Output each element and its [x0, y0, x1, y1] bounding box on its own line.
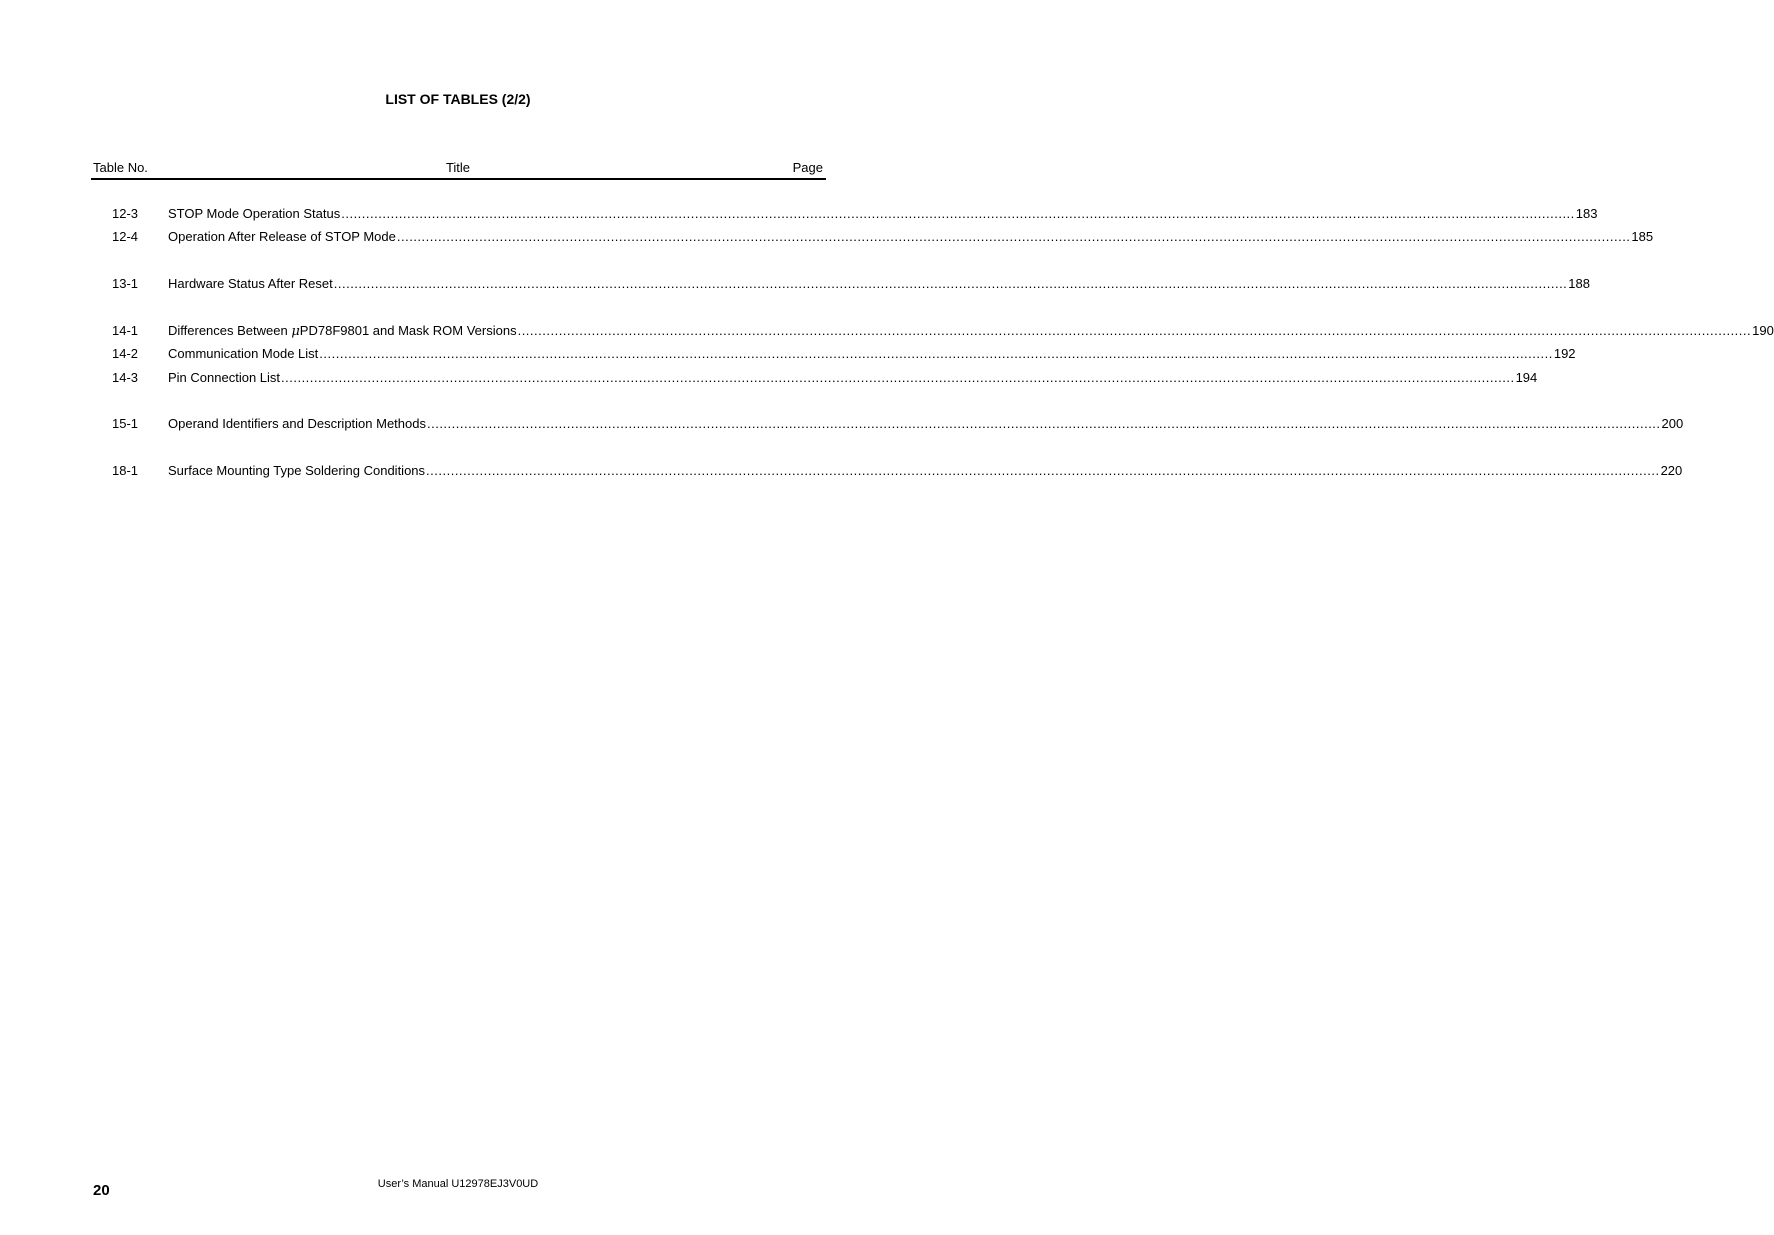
title-prefix: Differences Between	[168, 323, 292, 338]
table-number: 14-1	[112, 323, 139, 338]
dot-leader: ............................................................................................................................................................................................................................................................................................................	[517, 323, 1752, 338]
column-header-title: Title	[445, 160, 471, 175]
column-header-table-no: Table No.	[93, 160, 148, 175]
page-number: 185	[1631, 229, 1654, 244]
title-suffix: PD78F9801 and Mask ROM Versions	[299, 323, 517, 338]
dot-leader: ............................................................................................................................................................................................................................................................................................................	[333, 276, 1568, 291]
table-title: Communication Mode List	[168, 346, 319, 361]
mu-symbol: μ	[291, 324, 300, 339]
table-title: Operation After Release of STOP Mode	[168, 229, 396, 244]
table-title: Operand Identifiers and Description Methods	[168, 416, 426, 431]
table-number: 15-1	[112, 416, 139, 431]
table-title: Hardware Status After Reset	[168, 276, 333, 291]
page-number: 220	[1660, 463, 1683, 478]
toc-entry[interactable]	[0, 369, 1538, 387]
page-number: 183	[1575, 206, 1598, 221]
toc-entry[interactable]	[0, 228, 1654, 246]
table-number: 13-1	[112, 276, 139, 291]
dot-leader: ............................................................................................................................................................................................................................................................................................................	[426, 416, 1661, 431]
table-number: 12-4	[112, 229, 139, 244]
footer-manual-id: User’s Manual U12978EJ3V0UD	[377, 1178, 539, 1190]
table-number: 14-2	[112, 346, 139, 361]
toc-entry[interactable]	[0, 415, 1684, 433]
header-rule	[91, 178, 826, 180]
dot-leader: ............................................................................................................................................................................................................................................................................................................	[319, 346, 1553, 361]
table-title	[168, 322, 517, 341]
table-title: Surface Mounting Type Soldering Conditions	[168, 463, 426, 478]
dot-leader: ............................................................................................................................................................................................................................................................................................................	[426, 463, 1660, 478]
page-number: 190	[1752, 323, 1774, 338]
toc-entry[interactable]	[0, 275, 1590, 293]
table-number: 14-3	[112, 370, 139, 385]
toc-entry[interactable]	[0, 345, 1576, 363]
table-title: STOP Mode Operation Status	[168, 206, 341, 221]
table-number: 18-1	[112, 463, 139, 478]
footer-page-number: 20	[93, 1182, 110, 1199]
page-number: 188	[1568, 276, 1590, 291]
column-header-page: Page	[792, 160, 823, 175]
page-number: 194	[1515, 370, 1538, 385]
page-number: 192	[1553, 346, 1576, 361]
page-number: 200	[1661, 416, 1684, 431]
page-title: LIST OF TABLES (2/2)	[385, 91, 531, 107]
toc-entry[interactable]	[0, 462, 1683, 480]
dot-leader: ............................................................................................................................................................................................................................................................................................................	[341, 206, 1575, 221]
toc-entry[interactable]	[0, 205, 1598, 223]
dot-leader: ............................................................................................................................................................................................................................................................................................................	[281, 370, 1515, 385]
table-number: 12-3	[112, 206, 139, 221]
toc-entry[interactable]	[0, 322, 1774, 340]
table-title: Pin Connection List	[168, 370, 281, 385]
dot-leader: ............................................................................................................................................................................................................................................................................................................	[396, 229, 1631, 244]
